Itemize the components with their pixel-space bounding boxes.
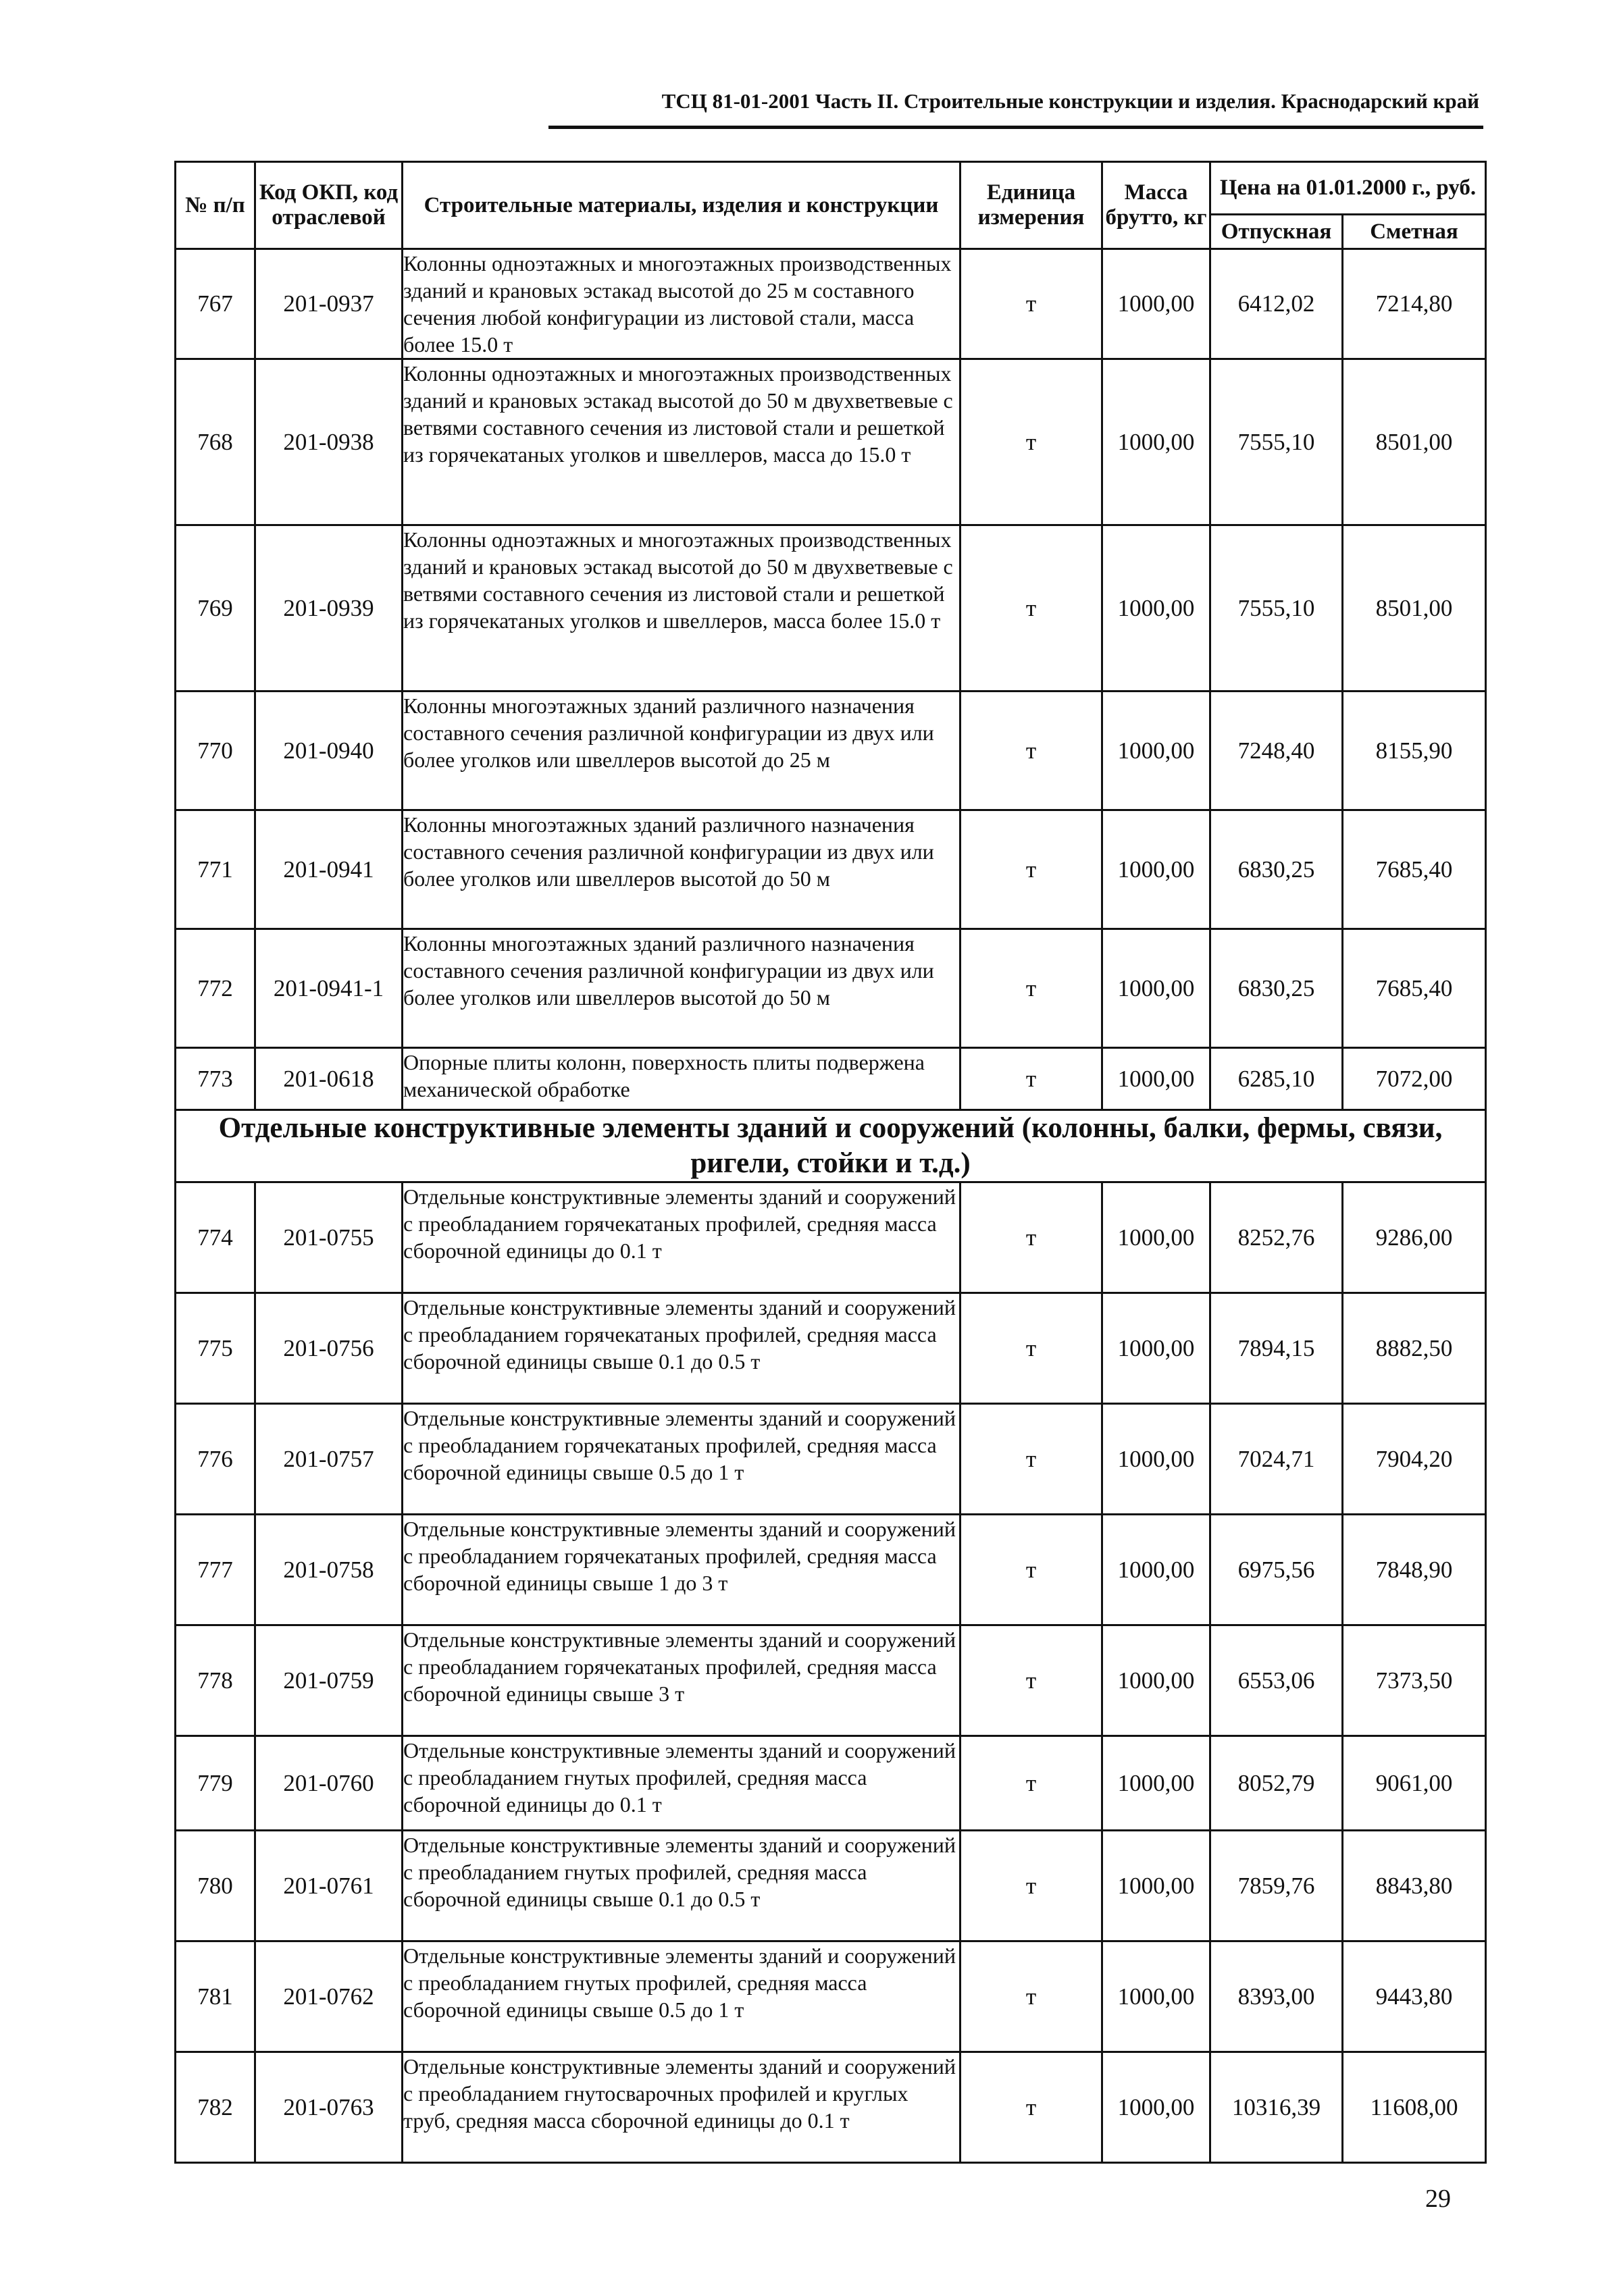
release-price: 6975,56: [1210, 1515, 1343, 1625]
table-body-elements: [176, 1182, 1486, 2163]
row-number: 773: [176, 1048, 255, 1110]
okp-code: 201-0939: [255, 525, 403, 692]
header-mass: Масса брутто, кг: [1102, 162, 1210, 249]
unit-of-measure: т: [961, 1404, 1102, 1515]
row-number: 772: [176, 929, 255, 1048]
table-row: [176, 2052, 1486, 2163]
release-price: 7024,71: [1210, 1404, 1343, 1515]
table-row: [176, 525, 1486, 692]
header-price-group: Цена на 01.01.2000 г., руб.: [1210, 162, 1486, 215]
estimate-price: 8882,50: [1343, 1293, 1486, 1404]
material-name: Колонны многоэтажных зданий различного назначения составного сечения различной конфигурации из двух или более уголков или швеллеров высотой до 50 м: [403, 810, 961, 929]
unit-of-measure: т: [961, 1736, 1102, 1831]
row-number: 770: [176, 692, 255, 810]
material-name: Колонны одноэтажных и многоэтажных производственных зданий и крановых эстакад высотой до 50 м двухветвевые с ветвями составного сечения из листовой стали и решеткой из горячекатаных уголков и швеллеров, масса до 15.0 т: [403, 359, 961, 525]
gross-mass: 1000,00: [1102, 1941, 1210, 2052]
gross-mass: 1000,00: [1102, 1182, 1210, 1293]
table-row: [176, 1515, 1486, 1625]
unit-of-measure: т: [961, 929, 1102, 1048]
header-unit: Единица измерения: [961, 162, 1102, 249]
gross-mass: 1000,00: [1102, 1048, 1210, 1110]
gross-mass: 1000,00: [1102, 692, 1210, 810]
row-number: 777: [176, 1515, 255, 1625]
unit-of-measure: т: [961, 1048, 1102, 1110]
release-price: 7555,10: [1210, 525, 1343, 692]
estimate-price: 8843,80: [1343, 1831, 1486, 1941]
okp-code: 201-0938: [255, 359, 403, 525]
release-price: 6830,25: [1210, 929, 1343, 1048]
row-number: 781: [176, 1941, 255, 2052]
header-release-price: Отпускная: [1210, 215, 1343, 249]
material-name: Отдельные конструктивные элементы зданий и сооружений с преобладанием горячекатаных профилей, средняя масса сборочной единицы свыше 0.1 до 0.5 т: [403, 1293, 961, 1404]
okp-code: 201-0762: [255, 1941, 403, 2052]
gross-mass: 1000,00: [1102, 2052, 1210, 2163]
unit-of-measure: т: [961, 525, 1102, 692]
price-table: [174, 161, 1487, 2164]
release-price: 8052,79: [1210, 1736, 1343, 1831]
release-price: 6553,06: [1210, 1625, 1343, 1736]
header-name: Строительные материалы, изделия и конструкции: [403, 162, 961, 249]
row-number: 769: [176, 525, 255, 692]
release-price: 7894,15: [1210, 1293, 1343, 1404]
gross-mass: 1000,00: [1102, 359, 1210, 525]
table-body-columns: [176, 249, 1486, 1110]
material-name: Отдельные конструктивные элементы зданий и сооружений с преобладанием гнутосварочных профилей и круглых труб, средняя масса сборочной единицы до 0.1 т: [403, 2052, 961, 2163]
table-header: [176, 162, 1486, 249]
unit-of-measure: т: [961, 810, 1102, 929]
table-row: [176, 359, 1486, 525]
release-price: 6830,25: [1210, 810, 1343, 929]
material-name: Опорные плиты колонн, поверхность плиты подвержена механической обработке: [403, 1048, 961, 1110]
release-price: 8393,00: [1210, 1941, 1343, 2052]
material-name: Колонны одноэтажных и многоэтажных производственных зданий и крановых эстакад высотой до 25 м составного сечения любой конфигурации из листовой стали, масса более 15.0 т: [403, 249, 961, 359]
table-row: [176, 1182, 1486, 1293]
header-num: № п/п: [176, 162, 255, 249]
material-name: Отдельные конструктивные элементы зданий и сооружений с преобладанием горячекатаных профилей, средняя масса сборочной единицы до 0.1 т: [403, 1182, 961, 1293]
gross-mass: 1000,00: [1102, 1736, 1210, 1831]
unit-of-measure: т: [961, 1293, 1102, 1404]
table-row: [176, 1404, 1486, 1515]
row-number: 780: [176, 1831, 255, 1941]
table-row: [176, 929, 1486, 1048]
gross-mass: 1000,00: [1102, 249, 1210, 359]
okp-code: 201-0757: [255, 1404, 403, 1515]
okp-code: 201-0759: [255, 1625, 403, 1736]
table-row: [176, 1625, 1486, 1736]
header-code: Код ОКП, код отраслевой: [255, 162, 403, 249]
release-price: 7555,10: [1210, 359, 1343, 525]
table-row: [176, 810, 1486, 929]
gross-mass: 1000,00: [1102, 1831, 1210, 1941]
gross-mass: 1000,00: [1102, 1404, 1210, 1515]
material-name: Отдельные конструктивные элементы зданий и сооружений с преобладанием горячекатаных профилей, средняя масса сборочной единицы свыше 3 т: [403, 1625, 961, 1736]
row-number: 778: [176, 1625, 255, 1736]
estimate-price: 7373,50: [1343, 1625, 1486, 1736]
unit-of-measure: т: [961, 1941, 1102, 2052]
table-row: [176, 1048, 1486, 1110]
gross-mass: 1000,00: [1102, 525, 1210, 692]
estimate-price: 7904,20: [1343, 1404, 1486, 1515]
table-row: [176, 1831, 1486, 1941]
okp-code: 201-0763: [255, 2052, 403, 2163]
material-name: Отдельные конструктивные элементы зданий и сооружений с преобладанием гнутых профилей, средняя масса сборочной единицы свыше 0.1 до 0.5 т: [403, 1831, 961, 1941]
okp-code: 201-0618: [255, 1048, 403, 1110]
estimate-price: 8501,00: [1343, 359, 1486, 525]
release-price: 6412,02: [1210, 249, 1343, 359]
unit-of-measure: т: [961, 1182, 1102, 1293]
table-row: [176, 1941, 1486, 2052]
okp-code: 201-0760: [255, 1736, 403, 1831]
section-header-row: [176, 1110, 1486, 1182]
page-number: 29: [1425, 2185, 1451, 2213]
row-number: 775: [176, 1293, 255, 1404]
material-name: Колонны многоэтажных зданий различного назначения составного сечения различной конфигурации из двух или более уголков или швеллеров высотой до 25 м: [403, 692, 961, 810]
table-row: [176, 1293, 1486, 1404]
release-price: 7859,76: [1210, 1831, 1343, 1941]
row-number: 782: [176, 2052, 255, 2163]
running-header: ТСЦ 81-01-2001 Часть II. Строительные конструкции и изделия. Краснодарский край: [661, 89, 1479, 113]
row-number: 767: [176, 249, 255, 359]
unit-of-measure: т: [961, 359, 1102, 525]
estimate-price: 7848,90: [1343, 1515, 1486, 1625]
release-price: 10316,39: [1210, 2052, 1343, 2163]
release-price: 6285,10: [1210, 1048, 1343, 1110]
unit-of-measure: т: [961, 692, 1102, 810]
estimate-price: 11608,00: [1343, 2052, 1486, 2163]
estimate-price: 9061,00: [1343, 1736, 1486, 1831]
okp-code: 201-0940: [255, 692, 403, 810]
header-rule: [548, 126, 1483, 129]
estimate-price: 7685,40: [1343, 810, 1486, 929]
row-number: 771: [176, 810, 255, 929]
okp-code: 201-0758: [255, 1515, 403, 1625]
estimate-price: 8501,00: [1343, 525, 1486, 692]
material-name: Колонны многоэтажных зданий различного назначения составного сечения различной конфигурации из двух или более уголков или швеллеров высотой до 50 м: [403, 929, 961, 1048]
okp-code: 201-0941: [255, 810, 403, 929]
estimate-price: 8155,90: [1343, 692, 1486, 810]
unit-of-measure: т: [961, 249, 1102, 359]
gross-mass: 1000,00: [1102, 1293, 1210, 1404]
gross-mass: 1000,00: [1102, 1625, 1210, 1736]
release-price: 7248,40: [1210, 692, 1343, 810]
material-name: Отдельные конструктивные элементы зданий и сооружений с преобладанием гнутых профилей, средняя масса сборочной единицы свыше 0.5 до 1 т: [403, 1941, 961, 2052]
material-name: Отдельные конструктивные элементы зданий и сооружений с преобладанием гнутых профилей, средняя масса сборочной единицы до 0.1 т: [403, 1736, 961, 1831]
row-number: 779: [176, 1736, 255, 1831]
estimate-price: 9443,80: [1343, 1941, 1486, 2052]
section-title: Отдельные конструктивные элементы зданий и сооружений (колонны, балки, фермы, связи, ригели, стойки и т.д.): [176, 1110, 1486, 1182]
okp-code: 201-0756: [255, 1293, 403, 1404]
gross-mass: 1000,00: [1102, 1515, 1210, 1625]
material-name: Колонны одноэтажных и многоэтажных производственных зданий и крановых эстакад высотой до 50 м двухветвевые с ветвями составного сечения из листовой стали и решеткой из горячекатаных уголков и швеллеров, масса более 15.0 т: [403, 525, 961, 692]
gross-mass: 1000,00: [1102, 929, 1210, 1048]
material-name: Отдельные конструктивные элементы зданий и сооружений с преобладанием горячекатаных профилей, средняя масса сборочной единицы свыше 0.5 до 1 т: [403, 1404, 961, 1515]
row-number: 768: [176, 359, 255, 525]
row-number: 774: [176, 1182, 255, 1293]
header-estimate-price: Сметная: [1343, 215, 1486, 249]
unit-of-measure: т: [961, 1831, 1102, 1941]
gross-mass: 1000,00: [1102, 810, 1210, 929]
material-name: Отдельные конструктивные элементы зданий и сооружений с преобладанием горячекатаных профилей, средняя масса сборочной единицы свыше 1 до 3 т: [403, 1515, 961, 1625]
row-number: 776: [176, 1404, 255, 1515]
estimate-price: 7214,80: [1343, 249, 1486, 359]
estimate-price: 7072,00: [1343, 1048, 1486, 1110]
unit-of-measure: т: [961, 1625, 1102, 1736]
okp-code: 201-0761: [255, 1831, 403, 1941]
table-row: [176, 249, 1486, 359]
estimate-price: 9286,00: [1343, 1182, 1486, 1293]
unit-of-measure: т: [961, 1515, 1102, 1625]
estimate-price: 7685,40: [1343, 929, 1486, 1048]
okp-code: 201-0755: [255, 1182, 403, 1293]
table-row: [176, 692, 1486, 810]
release-price: 8252,76: [1210, 1182, 1343, 1293]
table-row: [176, 1736, 1486, 1831]
okp-code: 201-0941-1: [255, 929, 403, 1048]
unit-of-measure: т: [961, 2052, 1102, 2163]
okp-code: 201-0937: [255, 249, 403, 359]
